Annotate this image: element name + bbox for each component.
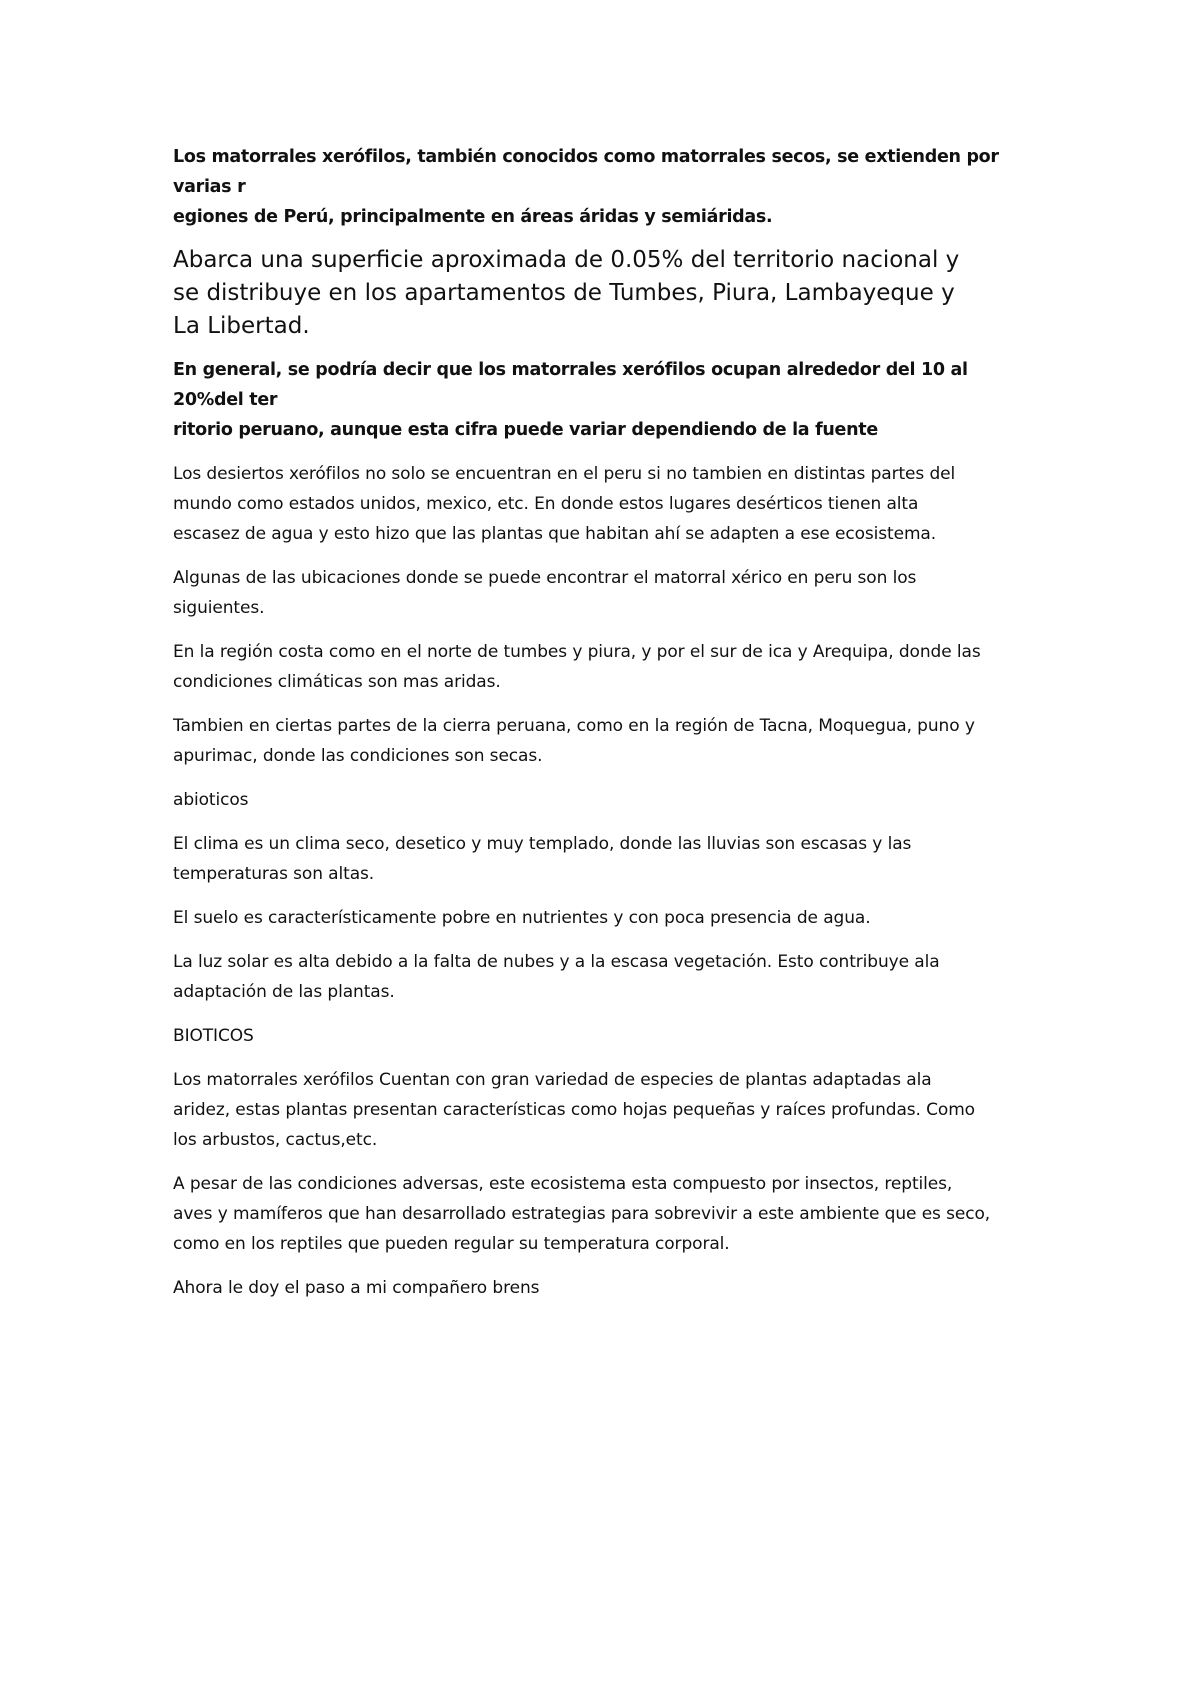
highlands-paragraph: Tambien en ciertas partes de la cierra peruana, como en la región de Tacna, Moquegua, puno y apurimac, donde las condiciones son secas. (173, 716, 975, 766)
intro-paragraph: Los matorrales xerófilos, también conocidos como matorrales secos, se extienden por varias r egiones de Perú, principalmente en áreas áridas y semiáridas. (173, 147, 999, 227)
climate-paragraph: El clima es un clima seco, desetico y muy templado, donde las lluvias son escasas y las temperaturas son altas. (173, 834, 912, 884)
sunlight-paragraph: La luz solar es alta debido a la falta de nubes y a la escasa vegetación. Esto contribuye ala adaptación de las plantas. (173, 952, 940, 1002)
closing-paragraph: Ahora le doy el paso a mi compañero brens (173, 1278, 540, 1298)
soil-paragraph: El suelo es característicamente pobre en nutrientes y con poca presencia de agua. (173, 908, 871, 928)
surface-paragraph: Abarca una superficie aproximada de 0.05% del territorio nacional y se distribuye en los apartamentos de Tumbes, Piura, Lambayeque y La Libertad. (173, 247, 960, 339)
locations-intro-paragraph: Algunas de las ubicaciones donde se puede encontrar el matorral xérico en peru son los siguientes. (173, 568, 917, 618)
fauna-paragraph: A pesar de las condiciones adversas, este ecosistema esta compuesto por insectos, reptiles, aves y mamíferos que han desarrollado estrategias para sobrevivir a este ambiente que es seco, como en los reptiles que pueden regular su temperatura corporal. (173, 1174, 991, 1254)
coast-region-paragraph: En la región costa como en el norte de tumbes y piura, y por el sur de ica y Arequipa, donde las condiciones climáticas son mas aridas. (173, 642, 981, 692)
abiotic-heading: abioticos (173, 790, 249, 810)
document-page (173, 142, 1043, 1303)
deserts-paragraph: Los desiertos xerófilos no solo se encuentran en el peru si no tambien en distintas partes del mundo como estados unidos, mexico, etc. En donde estos lugares desérticos tienen alta escasez de agua y esto hizo que las plantas que habitan ahí se adapten a ese ecosistema. (173, 464, 956, 544)
biotic-heading: BIOTICOS (173, 1026, 254, 1046)
territory-paragraph: En general, se podría decir que los matorrales xerófilos ocupan alrededor del 10 al 20%del ter ritorio peruano, aunque esta cifra puede variar dependiendo de la fuente (173, 360, 968, 440)
flora-paragraph: Los matorrales xerófilos Cuentan con gran variedad de especies de plantas adaptadas ala aridez, estas plantas presentan características como hojas pequeñas y raíces profundas. Como los arbustos, cactus,etc. (173, 1070, 975, 1150)
